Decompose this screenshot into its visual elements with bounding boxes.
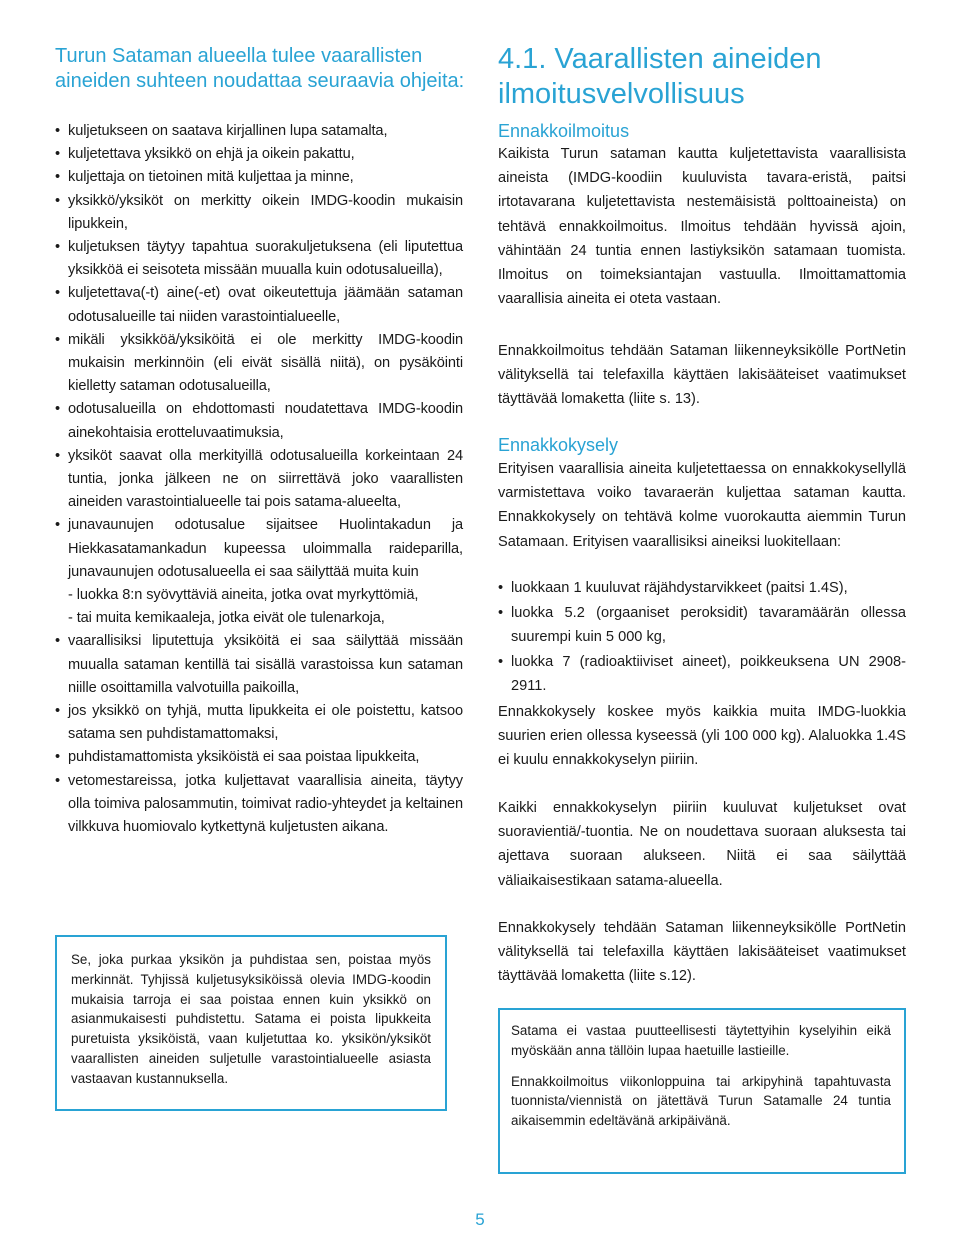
list-item: • odotusalueilla on ehdottomasti noudatettava IMDG-koodin ainekohtaisia erotteluvaatimuksia, <box>55 398 463 444</box>
ennakkokysely-paragraph-1: Erityisen vaarallisia aineita kuljetettaessa on ennakkokysellyllä varmistettava voiko tavaraerän kuljettaa sataman kautta. Ennakkokysely on tehtävä kolme vuorokautta aiemmin Turun Satamaan. Erityisen vaarallisiksi aineiksi luokitellaan: <box>498 461 906 550</box>
ennakkokysely-paragraph-4: Ennakkokysely tehdään Sataman liikenneyksikölle PortNetin välityksellä tai telefaxilla käyttäen lakisääteiset vaatimukset täyttävää lomaketta (liite s.12). <box>498 920 906 985</box>
list-item: • jos yksikkö on tyhjä, mutta lipukkeita ei ole poistettu, katsoo satama sen puhdistamattomaksi, <box>55 700 463 746</box>
list-item: • kuljetukseen on saatava kirjallinen lupa satamalta, <box>55 120 463 143</box>
ennakkokysely-paragraph-2: Ennakkokysely koskee myös kaikkia muita IMDG-luokkia suurien erien ollessa kyseessä (yli 100 000 kg). Alaluokka 1.4S ei kuulu ennakkokyselyn piiriin. <box>498 704 906 769</box>
ennakkokysely-paragraph-3: Kaikki ennakkokyselyn piiriin kuuluvat kuljetukset ovat suoravientiä/-tuontia. Ne on noudettava suoraan aluksesta tai ajettava suoraan alukseen. Niitä ei saa säilyttää väliaikaisestikaan satama-alueella. <box>498 800 906 889</box>
list-item: • luokka 7 (radioaktiiviset aineet), poikkeuksena UN 2908-2911. <box>498 650 906 699</box>
cleaning-notice-box: Se, joka purkaa yksikön ja puhdistaa sen, poistaa myös merkinnät. Tyhjissä kuljetusyksiköissä olevia IMDG-koodin mukaisia tarroja ei saa poistaa ennen kuin yksikkö on asianmukaisesti puhdistettu. Satama ei poista lipukkeita puretuista yksiköistä, vaan kuljetuttaa ko. yksikön/yksiköt vaarallisten aineiden suljetulle varastointialueelle asiasta vastaavan kustannuksella. <box>55 935 447 1111</box>
ennakkokysely-heading: Ennakkokysely <box>498 435 619 455</box>
list-subitem: - luokka 8:n syövyttäviä aineita, jotka ovat myrkyttömiä, <box>68 587 419 604</box>
list-item: • kuljetettava(-t) aine(-et) ovat oikeutettuja jäämään sataman odotusalueille tai niiden varastointialueelle, <box>55 282 463 328</box>
list-item: • vaarallisiksi liputettuja yksiköitä ei saa säilyttää missään muualla sataman kentillä tai sisällä varastoissa kun sataman niille osoittamilla valvotuilla paikoilla, <box>55 630 463 700</box>
ennakkoilmoitus-heading: Ennakkoilmoitus <box>498 121 630 141</box>
list-item: • yksiköt saavat olla merkityillä odotusalueilla korkeintaan 24 tuntia, jonka jälkeen ne on siirrettävä joko vaarallisten aineiden varastointialueelle tai pois satama-alueelta, <box>55 445 463 515</box>
list-item: • luokkaan 1 kuuluvat räjähdystarvikkeet (paitsi 1.4S), <box>498 576 906 601</box>
section-title: 4.1. Vaarallisten aineiden ilmoitusvelvollisuus <box>498 43 822 110</box>
notice-paragraph-1: Satama ei vastaa puutteellisesti täytettyihin kyselyihin eikä myöskään anna tällöin lupaa haetuille lastieille. <box>511 1023 891 1058</box>
list-item: • puhdistamattomista yksiköistä ei saa poistaa lipukkeita, <box>55 746 463 769</box>
ennakkoilmoitus-paragraph-1: Kaikista Turun sataman kautta kuljetettavista vaarallisista aineista (IMDG-koodiin kuuluvista tavara-eristä, paitsi irtotavarana kuljetettavista nestemäisistä polttoaineista) on tehtävä ennakkoilmoitus. Ilmoitus tehdään hyvissä ajoin, vähintään 24 tuntia ennen lastiyksikön satamaan tuomista. Ilmoitus on toimeksiantajan vastuulla. Ilmoittamattomia vaarallisia aineita ei oteta vastaan. <box>498 146 906 308</box>
list-item: • kuljetettava yksikkö on ehjä ja oikein pakattu, <box>55 143 463 166</box>
list-item: • yksikkö/yksiköt on merkitty oikein IMDG-koodin mukaisin lipukkein, <box>55 190 463 236</box>
list-item: • vetomestareissa, jotka kuljettavat vaarallisia aineita, täytyy olla toimiva palosammutin, toimivat radio-yhteydet ja keltainen vilkkuva huomiovalo kytkettynä kuljetusten aikana. <box>55 770 463 840</box>
responsibility-notice-box <box>498 1008 906 1174</box>
intro-heading: Turun Sataman alueella tulee vaarallisten aineiden suhteen noudattaa seuraavia ohjeita: <box>55 45 465 92</box>
dangerous-classes-list <box>498 576 906 699</box>
list-item: • mikäli yksikköä/yksiköitä ei ole merkitty IMDG-koodin mukaisin merkinnöin (eli eivät sisällä niitä), on pysäköinti kielletty sataman odotusalueilla, <box>55 329 463 399</box>
page-number: 5 <box>475 1210 485 1229</box>
list-item: • junavaunujen odotusalue sijaitsee Huolintakadun ja Hiekkasatamankadun kupeessa uloimmalla raideparilla, junavaunujen odotusalueella ei saa säilyttää muita kuin <box>55 514 463 584</box>
notice-paragraph-2: Ennakkoilmoitus viikonloppuina tai arkipyhinä tapahtuvasta tuonnista/viennistä on jätettävä Turun Satamalle 24 tuntia aikaisemmin edeltävänä arkipäivänä. <box>511 1073 891 1129</box>
list-item: • luokka 5.2 (orgaaniset peroksidit) tavaramäärän ollessa suurempi kuin 5 000 kg, <box>498 601 906 650</box>
list-item: • kuljettaja on tietoinen mitä kuljettaa ja minne, <box>55 166 463 189</box>
rules-list <box>55 120 463 839</box>
list-item: • kuljetuksen täytyy tapahtua suorakuljetuksena (eli liputettua yksikköä ei seisoteta missään muualla kuin odotusalueilla), <box>55 236 463 282</box>
list-subitem: - tai muita kemikaaleja, jotka eivät ole tulenarkoja, <box>68 610 385 627</box>
ennakkoilmoitus-paragraph-2: Ennakkoilmoitus tehdään Sataman liikenneyksikölle PortNetin välityksellä tai telefaxilla käyttäen lakisääteiset vaatimukset täyttävää lomaketta (liite s. 13). <box>498 343 906 408</box>
